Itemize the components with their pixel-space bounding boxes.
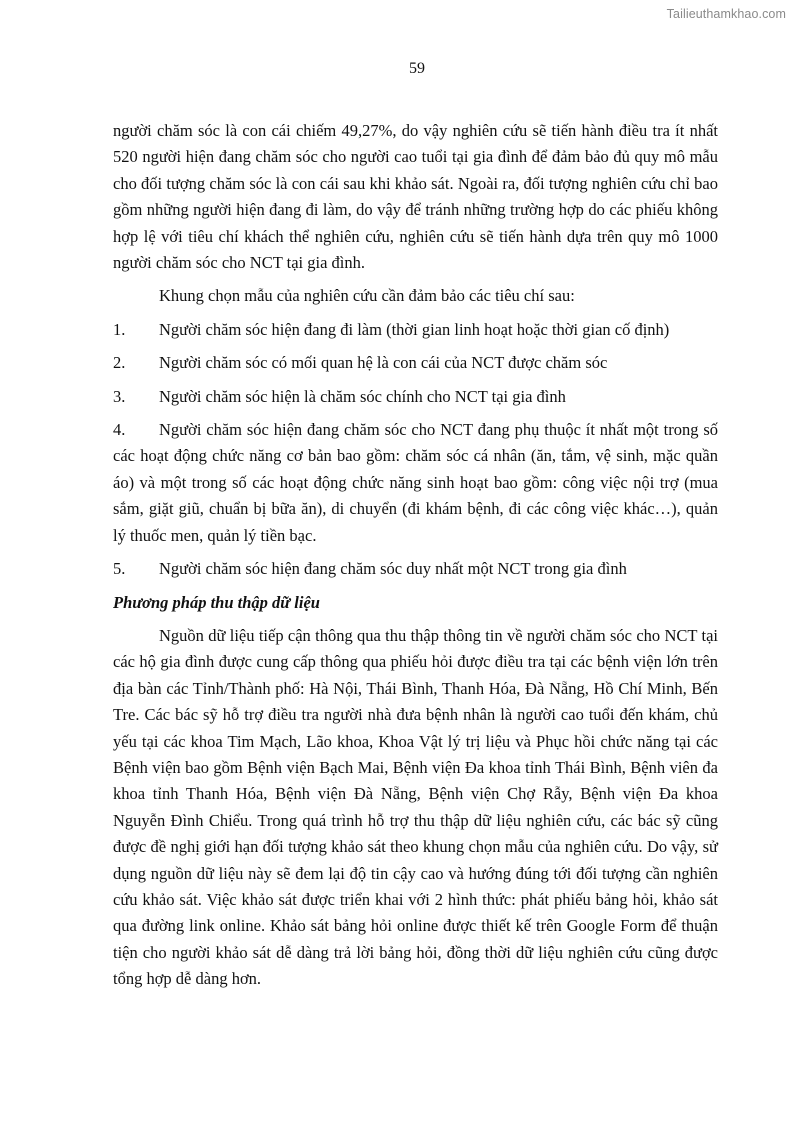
- criteria-list: [113, 317, 718, 583]
- list-item-number: 1.: [113, 319, 126, 339]
- list-item: [113, 384, 718, 410]
- watermark-text: Tailieuthamkhao.com: [666, 7, 786, 21]
- list-item-text: Người chăm sóc hiện đang chăm sóc cho NCT đang phụ thuộc ít nhất một trong số các hoạt động chức năng cơ bản bao gồm: chăm sóc cá nhân (ăn, tắm, vệ sinh, mặc quần áo) và một trong số các hoạt động chức năng sinh hoạt bao gồm: công việc nội trợ (mua sắm, giặt giũ, chuẩn bị bữa ăn), di chuyển (đi khám bệnh, đi các công việc khác…), quản lý thuốc men, quản lý tiền bạc.: [113, 420, 718, 545]
- list-item: [113, 556, 718, 582]
- paragraph-sample-size: người chăm sóc là con cái chiếm 49,27%, do vậy nghiên cứu sẽ tiến hành điều tra ít nhất 520 người hiện đang chăm sóc cho người cao tuổi tại gia đình để đảm bảo đủ quy mô mẫu cho đối tượng chăm sóc là con cái sau khi khảo sát. Ngoài ra, đối tượng nghiên cứu chỉ bao gồm những người hiện đang đi làm, do vậy để tránh những trường hợp do các phiếu không hợp lệ với tiêu chí khách thể nghiên cứu, nghiên cứu sẽ tiến hành dựa trên quy mô 1000 người chăm sóc cho NCT tại gia đình.: [113, 121, 718, 273]
- list-item-text: Người chăm sóc hiện đang đi làm (thời gian linh hoạt hoặc thời gian cố định): [159, 319, 670, 339]
- list-item-text: Người chăm sóc hiện đang chăm sóc duy nhất một NCT trong gia đình: [159, 559, 627, 579]
- list-item: [113, 350, 718, 376]
- list-item-number: 2.: [113, 353, 126, 373]
- page-number: 59: [409, 60, 425, 77]
- paragraph-data-collection: Nguồn dữ liệu tiếp cận thông qua thu thập thông tin về người chăm sóc cho NCT tại các hộ gia đình được cung cấp thông qua phiếu hỏi được điều tra tại các bệnh viện lớn trên địa bàn các Tỉnh/Thành phố: Hà Nội, Thái Bình, Thanh Hóa, Đà Nẵng, Hồ Chí Minh, Bến Tre. Các bác sỹ hỗ trợ điều tra người nhà đưa bệnh nhân là người cao tuổi đến khám, chủ yếu tại các khoa Tim Mạch, Lão khoa, Khoa Vật lý trị liệu và Phục hồi chức năng tại các Bệnh viện bao gồm Bệnh viện Bạch Mai, Bệnh viện Đa khoa tỉnh Thái Bình, Bệnh viên đa khoa tỉnh Thanh Hóa, Bệnh viện Đà Nẵng, Bệnh viện Chợ Rẫy, Bệnh viện Đa khoa Nguyễn Đình Chiểu. Trong quá trình hỗ trợ thu thập dữ liệu nghiên cứu, các bác sỹ cũng được đề nghị giới hạn đối tượng khảo sát theo khung chọn mẫu của nghiên cứu. Do vậy, sử dụng nguồn dữ liệu này sẽ đem lại độ tin cậy cao và hướng đúng tới đối tượng cần nghiên cứu khảo sát. Việc khảo sát được triển khai với 2 hình thức: phát phiếu bảng hỏi, khảo sát qua đường link online. Khảo sát bảng hỏi online được thiết kế trên Google Form để thuận tiện cho người khảo sát dễ dàng trả lời bảng hỏi, đồng thời dữ liệu nghiên cứu cũng được tổng hợp dễ dàng hơn.: [113, 625, 718, 989]
- list-item-text: Người chăm sóc có mối quan hệ là con cái của NCT được chăm sóc: [159, 353, 608, 373]
- list-item: [113, 317, 718, 343]
- list-item-number: 4.: [113, 420, 126, 440]
- list-item: [113, 417, 718, 549]
- section-heading: Phương pháp thu thập dữ liệu: [113, 592, 320, 612]
- list-item-text: Người chăm sóc hiện là chăm sóc chính cho NCT tại gia đình: [159, 386, 566, 406]
- list-item-number: 5.: [113, 559, 126, 579]
- document-body: [113, 118, 718, 1000]
- list-item-number: 3.: [113, 386, 126, 406]
- paragraph-sampling-frame-intro: Khung chọn mẫu của nghiên cứu cần đảm bảo các tiêu chí sau:: [159, 286, 575, 306]
